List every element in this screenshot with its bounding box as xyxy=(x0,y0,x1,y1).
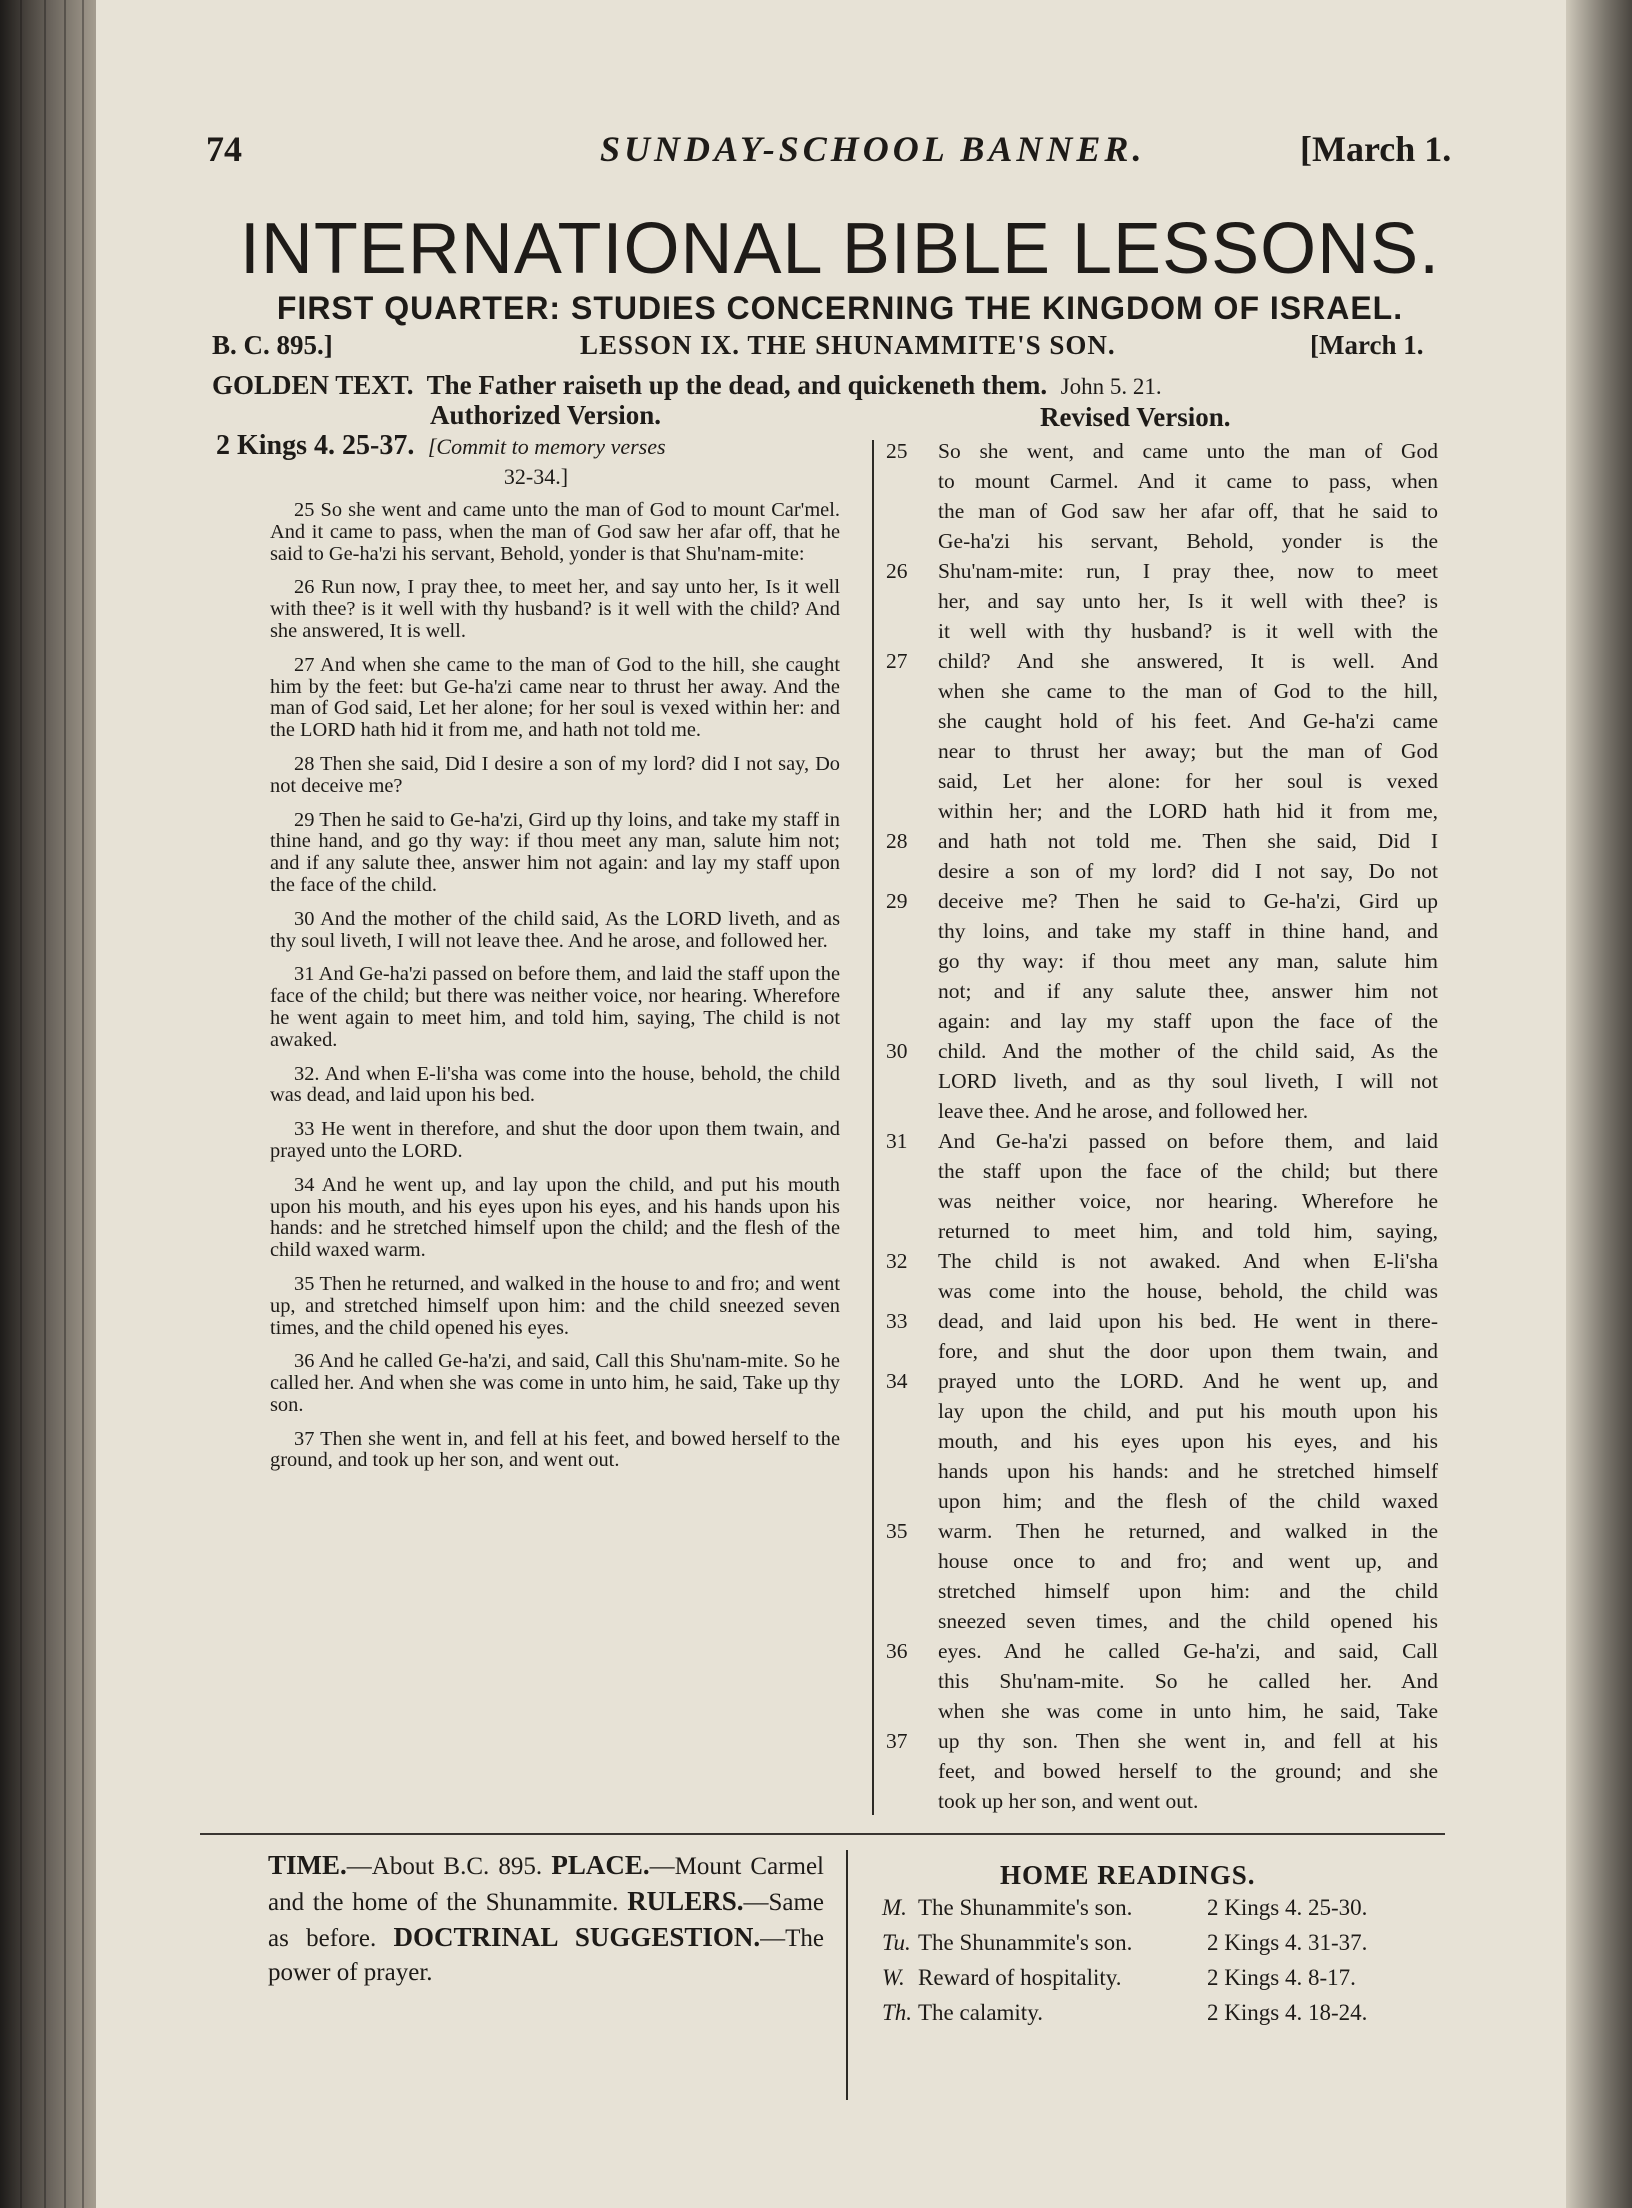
scripture-ref: 2 Kings 4. 25-37. xyxy=(216,430,415,461)
revised-line xyxy=(886,1726,1441,1756)
revised-version-heading: Revised Version. xyxy=(1040,402,1231,432)
revised-line-text: to mount Carmel. And it came to pass, when xyxy=(938,469,1438,493)
authorized-verse: 35 Then he returned, and walked in the house to and fro; and went up, and stretched himself upon him: and the child sneezed seven times, and the child opened his eyes. xyxy=(270,1272,840,1339)
home-readings-list xyxy=(882,1890,1442,2030)
revised-line xyxy=(886,1246,1441,1276)
revised-line-text: not; and if any salute thee, answer him not xyxy=(938,979,1438,1003)
authorized-verse: 28 Then she said, Did I desire a son of my lord? did I not say, Do not deceive me? xyxy=(270,752,840,797)
revised-line-text: when she was come in unto him, he said, Take xyxy=(938,1699,1438,1723)
revised-line xyxy=(886,976,1441,1006)
lesson-title: LESSON IX. THE SHUNAMMITE'S SON. xyxy=(580,330,1116,360)
revised-line-text: near to thrust her away; but the man of God xyxy=(938,739,1438,763)
reading-ref: 2 Kings 4. 25-30. xyxy=(1207,1895,1368,1920)
revised-line-text: returned to meet him, and told him, saying, xyxy=(938,1219,1438,1243)
revised-line-text: she caught hold of his feet. And Ge-ha'zi came xyxy=(938,709,1438,733)
revised-line-text: Shu'nam-mite: run, I pray thee, now to meet xyxy=(938,559,1438,583)
section-rule xyxy=(200,1833,1445,1835)
revised-line xyxy=(886,1156,1441,1186)
authorized-version-text xyxy=(270,500,840,1484)
revised-line xyxy=(886,946,1441,976)
revised-line xyxy=(886,1306,1441,1336)
revised-line-text: took up her son, and went out. xyxy=(938,1789,1199,1813)
revised-line-text: said, Let her alone: for her soul is vexed xyxy=(938,769,1438,793)
revised-line xyxy=(886,1366,1441,1396)
reading-ref: 2 Kings 4. 8-17. xyxy=(1207,1965,1356,1990)
revised-line xyxy=(886,1636,1441,1666)
reading-title: The calamity. xyxy=(918,2000,1043,2025)
doctrinal-label: DOCTRINAL SUGGESTION. xyxy=(393,1922,761,1952)
revised-line-text: lay upon the child, and put his mouth upon his xyxy=(938,1399,1438,1423)
revised-line xyxy=(886,646,1441,676)
revised-line-text: feet, and bowed herself to the ground; and she xyxy=(938,1759,1438,1783)
revised-line xyxy=(886,1396,1441,1426)
place-text: —Mount Carmel and the home of the Shunammite. xyxy=(268,1853,825,1916)
authorized-verse: 32. And when E-li'sha was come into the house, behold, the child was dead, and laid upon his bed. xyxy=(270,1062,840,1107)
revised-line xyxy=(886,556,1441,586)
authorized-verse: 27 And when she came to the man of God to the hill, she caught him by the feet: but Ge-ha'zi came near to thrust her away. And the man of God said, Let her alone; for her soul is vexed within her: and the LORD hath hid it from me, and hath not told me. xyxy=(270,653,840,742)
golden-text xyxy=(212,370,1162,401)
lesson-notes xyxy=(268,1848,824,1990)
revised-line-text: within her; and the LORD hath hid it from me, xyxy=(938,799,1438,823)
revised-line-text: upon him; and the flesh of the child waxed xyxy=(938,1489,1438,1513)
home-reading-item xyxy=(882,1890,1442,1925)
revised-line-text: hands upon his hands: and he stretched himself xyxy=(938,1459,1438,1483)
commit-note-verses: 32-34.] xyxy=(503,464,569,489)
revised-line xyxy=(886,526,1441,556)
running-head-date: [March 1. xyxy=(1300,129,1452,169)
home-reading-item xyxy=(882,1960,1442,1995)
verse-number: 27 xyxy=(886,649,908,673)
revised-line xyxy=(886,436,1441,466)
book-spine-edge xyxy=(0,0,96,2208)
verse-number: 34 xyxy=(886,1369,908,1393)
revised-line xyxy=(886,1546,1441,1576)
revised-line-text: mouth, and his eyes upon his eyes, and his xyxy=(938,1429,1438,1453)
verse-number: 30 xyxy=(886,1039,908,1063)
revised-line-text: desire a son of my lord? did I not say, Do not xyxy=(938,859,1438,883)
home-reading-item xyxy=(882,1925,1442,1960)
reading-title: The Shunammite's son. xyxy=(918,1895,1133,1920)
revised-line xyxy=(886,496,1441,526)
revised-line xyxy=(886,1126,1441,1156)
page-title: INTERNATIONAL BIBLE LESSONS. xyxy=(239,209,1441,289)
lesson-date: [March 1. xyxy=(1310,330,1424,360)
revised-line-text: was come into the house, behold, the child was xyxy=(938,1279,1438,1303)
scripture-reference xyxy=(216,430,856,492)
authorized-verse: 30 And the mother of the child said, As the LORD liveth, and as thy soul liveth, I will not leave thee. And he arose, and followed her. xyxy=(270,907,840,952)
revised-line xyxy=(886,616,1441,646)
verse-number: 28 xyxy=(886,829,908,853)
revised-line-text: fore, and shut the door upon them twain, and xyxy=(938,1339,1438,1363)
time-text: —About B.C. 895. xyxy=(346,1853,543,1880)
revised-line xyxy=(886,1216,1441,1246)
revised-line xyxy=(886,1426,1441,1456)
authorized-verse: 31 And Ge-ha'zi passed on before them, and laid the staff upon the face of the child; but there was neither voice, nor hearing. Wherefore he went again to meet him, and told him, saying, The child is not awaked. xyxy=(270,963,840,1051)
page-number: 74 xyxy=(206,129,242,169)
authorized-verse: 29 Then he said to Ge-ha'zi, Gird up thy loins, and take my staff in thine hand, and go thy way: if thou meet any man, salute him not; and if any salute thee, answer him not again: and lay my staff upon the face of the child. xyxy=(270,808,840,896)
revised-line-text: house once to and fro; and went up, and xyxy=(938,1549,1438,1573)
home-readings-heading: HOME READINGS. xyxy=(1000,1860,1256,1890)
golden-text-ref: John 5. 21. xyxy=(1060,374,1162,399)
revised-line-text: sneezed seven times, and the child opened his xyxy=(938,1609,1438,1633)
revised-line xyxy=(886,1516,1441,1546)
verse-number: 33 xyxy=(886,1309,908,1333)
revised-line-text: was neither voice, nor hearing. Wherefore he xyxy=(938,1189,1438,1213)
verse-number: 25 xyxy=(886,439,908,463)
revised-line xyxy=(886,1006,1441,1036)
revised-line-text: the man of God saw her afar off, that he said to xyxy=(938,499,1438,523)
revised-line-text: LORD liveth, and as thy soul liveth, I will not xyxy=(938,1069,1438,1093)
revised-line-text: the staff upon the face of the child; but there xyxy=(938,1159,1438,1183)
reading-title: The Shunammite's son. xyxy=(918,1930,1133,1955)
revised-line-text: eyes. And he called Ge-ha'zi, and said, Call xyxy=(938,1639,1438,1663)
page-subtitle: FIRST QUARTER: STUDIES CONCERNING THE KINGDOM OF ISRAEL. xyxy=(276,290,1404,326)
reading-day: Tu. xyxy=(882,1930,911,1955)
place-label: PLACE. xyxy=(551,1850,650,1880)
revised-version-text xyxy=(886,436,1441,1816)
revised-line xyxy=(886,1276,1441,1306)
revised-line-text: dead, and laid upon his bed. He went in there- xyxy=(938,1309,1438,1333)
revised-line-text: this Shu'nam-mite. So he called her. And xyxy=(938,1669,1438,1693)
revised-line-text: leave thee. And he arose, and followed her. xyxy=(938,1099,1309,1123)
revised-line-text: stretched himself upon him: and the child xyxy=(938,1579,1438,1603)
revised-line xyxy=(886,1486,1441,1516)
revised-line xyxy=(886,1036,1441,1066)
time-label: TIME. xyxy=(268,1850,347,1880)
revised-line xyxy=(886,916,1441,946)
revised-line-text: Ge-ha'zi his servant, Behold, yonder is the xyxy=(938,529,1438,553)
verse-number: 29 xyxy=(886,889,908,913)
running-head-title: SUNDAY-SCHOOL BANNER. xyxy=(600,129,1146,169)
verse-number: 37 xyxy=(886,1729,908,1753)
revised-line-text: prayed unto the LORD. And he went up, and xyxy=(938,1369,1438,1393)
revised-line xyxy=(886,1186,1441,1216)
revised-line xyxy=(886,1756,1441,1786)
revised-line xyxy=(886,1786,1441,1816)
authorized-verse: 36 And he called Ge-ha'zi, and said, Call this Shu'nam-mite. So he called her. And when she was come in unto him, he said, Take up thy son. xyxy=(270,1350,840,1416)
authorized-verse: 33 He went in therefore, and shut the door upon them twain, and prayed unto the LORD. xyxy=(270,1118,840,1162)
verse-number: 36 xyxy=(886,1639,908,1663)
bottom-divider xyxy=(846,1850,848,2100)
revised-line xyxy=(886,1066,1441,1096)
reading-day: Th. xyxy=(882,2000,913,2025)
revised-line xyxy=(886,1456,1441,1486)
verse-number: 32 xyxy=(886,1249,908,1273)
revised-line xyxy=(886,1576,1441,1606)
reading-day: M. xyxy=(882,1895,907,1920)
revised-line-text: it well with thy husband? is it well with the xyxy=(938,619,1438,643)
revised-line xyxy=(886,796,1441,826)
revised-line-text: And Ge-ha'zi passed on before them, and laid xyxy=(938,1129,1438,1153)
rulers-text: —Same as before. xyxy=(268,1889,825,1952)
revised-line-text: again: and lay my staff upon the face of the xyxy=(938,1009,1438,1033)
revised-line-text: child. And the mother of the child said, As the xyxy=(938,1039,1438,1063)
authorized-verse: 34 And he went up, and lay upon the child, and put his mouth upon his mouth, and his eyes upon his eyes, and his hands upon his hands: and he stretched himself upon the child; and the flesh of the child waxed warm. xyxy=(270,1173,840,1262)
revised-line-text: So she went, and came unto the man of God xyxy=(938,439,1438,463)
revised-line-text: warm. Then he returned, and walked in the xyxy=(938,1519,1438,1543)
page-edge-line xyxy=(82,0,84,2208)
revised-line-text: and hath not told me. Then she said, Did I xyxy=(938,829,1438,853)
revised-line xyxy=(886,766,1441,796)
revised-line-text: go thy way: if thou meet any man, salute him xyxy=(938,949,1438,973)
authorized-verse: 25 So she went and came unto the man of God to mount Car'mel. And it came to pass, when the man of God saw her afar off, that he said to Ge-ha'zi his servant, Behold, yonder is that Shu'nam-mite: xyxy=(270,499,840,565)
reading-ref: 2 Kings 4. 31-37. xyxy=(1207,1930,1368,1955)
revised-line xyxy=(886,1696,1441,1726)
column-divider xyxy=(872,440,874,1815)
revised-line xyxy=(886,736,1441,766)
page-right-edge xyxy=(1566,0,1632,2208)
revised-line xyxy=(886,1336,1441,1366)
page-edge-line xyxy=(20,0,22,2208)
revised-line xyxy=(886,1606,1441,1636)
revised-line-text: child? And she answered, It is well. And xyxy=(938,649,1438,673)
rulers-label: RULERS. xyxy=(627,1886,744,1916)
revised-line-text: up thy son. Then she went in, and fell at his xyxy=(938,1729,1438,1753)
revised-line xyxy=(886,1096,1441,1126)
reading-day: W. xyxy=(882,1965,905,1990)
revised-line xyxy=(886,706,1441,736)
revised-line xyxy=(886,856,1441,886)
revised-line-text: her, and say unto her, Is it well with thee? is xyxy=(938,589,1438,613)
revised-line-text: The child is not awaked. And when E-li'sha xyxy=(938,1249,1438,1273)
revised-line xyxy=(886,586,1441,616)
lesson-date-bc: B. C. 895.] xyxy=(212,330,333,360)
revised-line xyxy=(886,826,1441,856)
page-edge-line xyxy=(64,0,66,2208)
authorized-verse: 26 Run now, I pray thee, to meet her, and say unto her, Is it well with thee? is it well with thy husband? is it well with the child? And she answered, It is well. xyxy=(270,576,840,642)
revised-line-text: thy loins, and take my staff in thine hand, and xyxy=(938,919,1438,943)
commit-note: [Commit to memory verses xyxy=(427,434,666,459)
revised-line xyxy=(886,676,1441,706)
golden-text-body: The Father raiseth up the dead, and quickeneth them. xyxy=(426,370,1048,400)
revised-line-text: deceive me? Then he said to Ge-ha'zi, Gird up xyxy=(938,889,1438,913)
verse-number: 35 xyxy=(886,1519,908,1543)
golden-text-label: GOLDEN TEXT. xyxy=(212,370,414,400)
doctrinal-text: —The power of prayer. xyxy=(268,1925,825,1986)
revised-line xyxy=(886,466,1441,496)
verse-number: 26 xyxy=(886,559,908,583)
revised-line xyxy=(886,886,1441,916)
reading-ref: 2 Kings 4. 18-24. xyxy=(1207,2000,1368,2025)
reading-title: Reward of hospitality. xyxy=(918,1965,1122,1990)
authorized-version-heading: Authorized Version. xyxy=(430,400,662,430)
revised-line xyxy=(886,1666,1441,1696)
verse-number: 31 xyxy=(886,1129,908,1153)
home-reading-item xyxy=(882,1995,1442,2030)
authorized-verse: 37 Then she went in, and fell at his feet, and bowed herself to the ground, and took up her son, and went out. xyxy=(270,1427,840,1472)
revised-line-text: when she came to the man of God to the hill, xyxy=(938,679,1438,703)
page-edge-line xyxy=(44,0,46,2208)
